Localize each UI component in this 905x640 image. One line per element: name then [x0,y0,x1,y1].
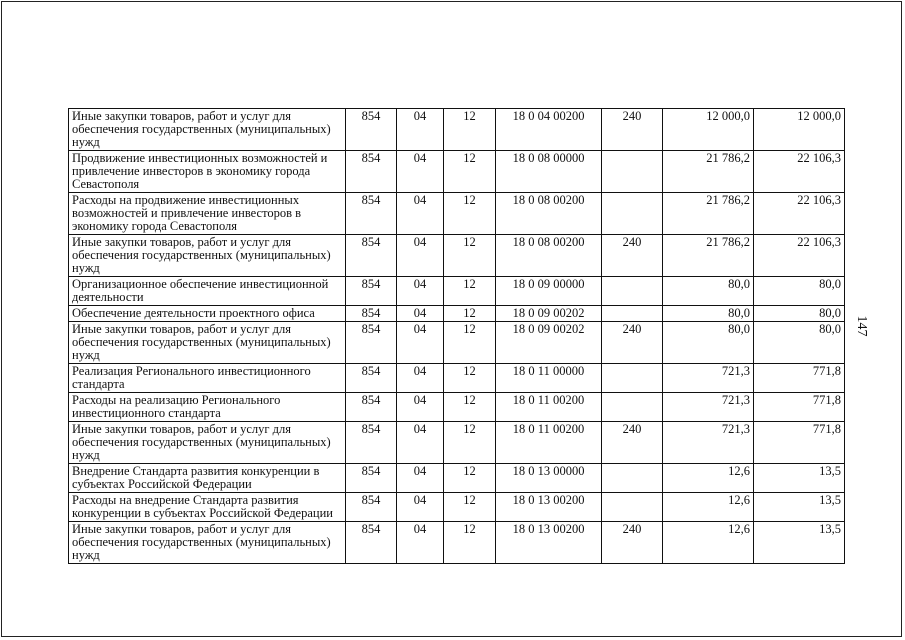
cell-section-code: 04 [397,306,444,322]
cell-ved-code: 854 [346,364,397,393]
cell-expense-type [602,306,663,322]
cell-amount-1: 80,0 [663,277,754,306]
cell-ved-code: 854 [346,522,397,564]
cell-name: Иные закупки товаров, работ и услуг для обеспечения государственных (муниципальных) нужд [69,109,346,151]
cell-amount-2: 13,5 [754,522,845,564]
cell-target-article: 18 0 09 00202 [496,306,602,322]
cell-amount-2: 80,0 [754,306,845,322]
cell-subsection-code: 12 [444,493,496,522]
cell-amount-2: 22 106,3 [754,235,845,277]
cell-ved-code: 854 [346,277,397,306]
cell-subsection-code: 12 [444,235,496,277]
cell-expense-type [602,277,663,306]
page-number: 147 [854,315,869,337]
cell-amount-1: 21 786,2 [663,193,754,235]
cell-name: Расходы на внедрение Стандарта развития конкуренции в субъектах Российской Федерации [69,493,346,522]
cell-amount-2: 22 106,3 [754,151,845,193]
cell-name: Иные закупки товаров, работ и услуг для обеспечения государственных (муниципальных) нужд [69,522,346,564]
budget-table [68,108,845,564]
cell-target-article: 18 0 13 00000 [496,464,602,493]
cell-name: Иные закупки товаров, работ и услуг для обеспечения государственных (муниципальных) нужд [69,235,346,277]
cell-amount-1: 12,6 [663,464,754,493]
table-row [69,364,845,393]
cell-subsection-code: 12 [444,277,496,306]
cell-target-article: 18 0 13 00200 [496,493,602,522]
cell-ved-code: 854 [346,322,397,364]
cell-amount-1: 721,3 [663,393,754,422]
table-row [69,193,845,235]
cell-target-article: 18 0 13 00200 [496,522,602,564]
cell-section-code: 04 [397,522,444,564]
cell-amount-2: 771,8 [754,422,845,464]
cell-amount-1: 80,0 [663,322,754,364]
table-row [69,109,845,151]
cell-amount-2: 22 106,3 [754,193,845,235]
cell-name: Расходы на продвижение инвестиционных возможностей и привлечение инвесторов в экономику города Севастополя [69,193,346,235]
cell-name: Продвижение инвестиционных возможностей и привлечение инвесторов в экономику города Севастополя [69,151,346,193]
cell-amount-2: 771,8 [754,393,845,422]
cell-target-article: 18 0 08 00200 [496,235,602,277]
cell-name: Организационное обеспечение инвестиционной деятельности [69,277,346,306]
cell-expense-type: 240 [602,235,663,277]
cell-target-article: 18 0 08 00200 [496,193,602,235]
cell-subsection-code: 12 [444,193,496,235]
cell-ved-code: 854 [346,393,397,422]
table-row [69,277,845,306]
cell-section-code: 04 [397,493,444,522]
cell-amount-1: 12,6 [663,522,754,564]
cell-subsection-code: 12 [444,364,496,393]
cell-expense-type [602,364,663,393]
cell-subsection-code: 12 [444,393,496,422]
cell-subsection-code: 12 [444,151,496,193]
cell-amount-1: 21 786,2 [663,235,754,277]
cell-target-article: 18 0 04 00200 [496,109,602,151]
cell-target-article: 18 0 11 00000 [496,364,602,393]
cell-section-code: 04 [397,277,444,306]
cell-ved-code: 854 [346,306,397,322]
cell-ved-code: 854 [346,109,397,151]
cell-expense-type [602,464,663,493]
cell-subsection-code: 12 [444,422,496,464]
cell-amount-2: 80,0 [754,322,845,364]
cell-section-code: 04 [397,151,444,193]
cell-expense-type [602,193,663,235]
table-row [69,306,845,322]
cell-amount-2: 12 000,0 [754,109,845,151]
cell-name: Обеспечение деятельности проектного офиса [69,306,346,322]
cell-expense-type: 240 [602,109,663,151]
cell-subsection-code: 12 [444,109,496,151]
cell-expense-type [602,393,663,422]
cell-amount-1: 80,0 [663,306,754,322]
cell-ved-code: 854 [346,193,397,235]
cell-ved-code: 854 [346,151,397,193]
cell-amount-1: 721,3 [663,364,754,393]
cell-amount-2: 13,5 [754,493,845,522]
cell-name: Реализация Регионального инвестиционного стандарта [69,364,346,393]
cell-expense-type: 240 [602,322,663,364]
cell-subsection-code: 12 [444,464,496,493]
cell-target-article: 18 0 11 00200 [496,422,602,464]
cell-amount-1: 12 000,0 [663,109,754,151]
cell-name: Иные закупки товаров, работ и услуг для обеспечения государственных (муниципальных) нужд [69,322,346,364]
cell-section-code: 04 [397,322,444,364]
cell-subsection-code: 12 [444,306,496,322]
cell-amount-1: 721,3 [663,422,754,464]
table-row [69,422,845,464]
table-row [69,322,845,364]
table-row [69,493,845,522]
cell-expense-type [602,151,663,193]
table-row [69,464,845,493]
cell-section-code: 04 [397,193,444,235]
cell-ved-code: 854 [346,464,397,493]
table-row [69,235,845,277]
cell-section-code: 04 [397,422,444,464]
cell-section-code: 04 [397,235,444,277]
cell-expense-type: 240 [602,422,663,464]
cell-target-article: 18 0 09 00000 [496,277,602,306]
table-row [69,522,845,564]
cell-amount-2: 80,0 [754,277,845,306]
cell-name: Внедрение Стандарта развития конкуренции в субъектах Российской Федерации [69,464,346,493]
cell-amount-2: 13,5 [754,464,845,493]
cell-section-code: 04 [397,109,444,151]
cell-expense-type: 240 [602,522,663,564]
table-row [69,393,845,422]
cell-target-article: 18 0 08 00000 [496,151,602,193]
cell-subsection-code: 12 [444,322,496,364]
cell-section-code: 04 [397,364,444,393]
cell-target-article: 18 0 09 00202 [496,322,602,364]
cell-target-article: 18 0 11 00200 [496,393,602,422]
cell-name: Расходы на реализацию Регионального инвестиционного стандарта [69,393,346,422]
cell-amount-2: 771,8 [754,364,845,393]
cell-amount-1: 21 786,2 [663,151,754,193]
cell-ved-code: 854 [346,422,397,464]
table-row [69,151,845,193]
cell-section-code: 04 [397,464,444,493]
cell-amount-1: 12,6 [663,493,754,522]
cell-ved-code: 854 [346,493,397,522]
cell-subsection-code: 12 [444,522,496,564]
cell-ved-code: 854 [346,235,397,277]
cell-section-code: 04 [397,393,444,422]
cell-expense-type [602,493,663,522]
budget-table-body [69,109,845,564]
cell-name: Иные закупки товаров, работ и услуг для обеспечения государственных (муниципальных) нужд [69,422,346,464]
